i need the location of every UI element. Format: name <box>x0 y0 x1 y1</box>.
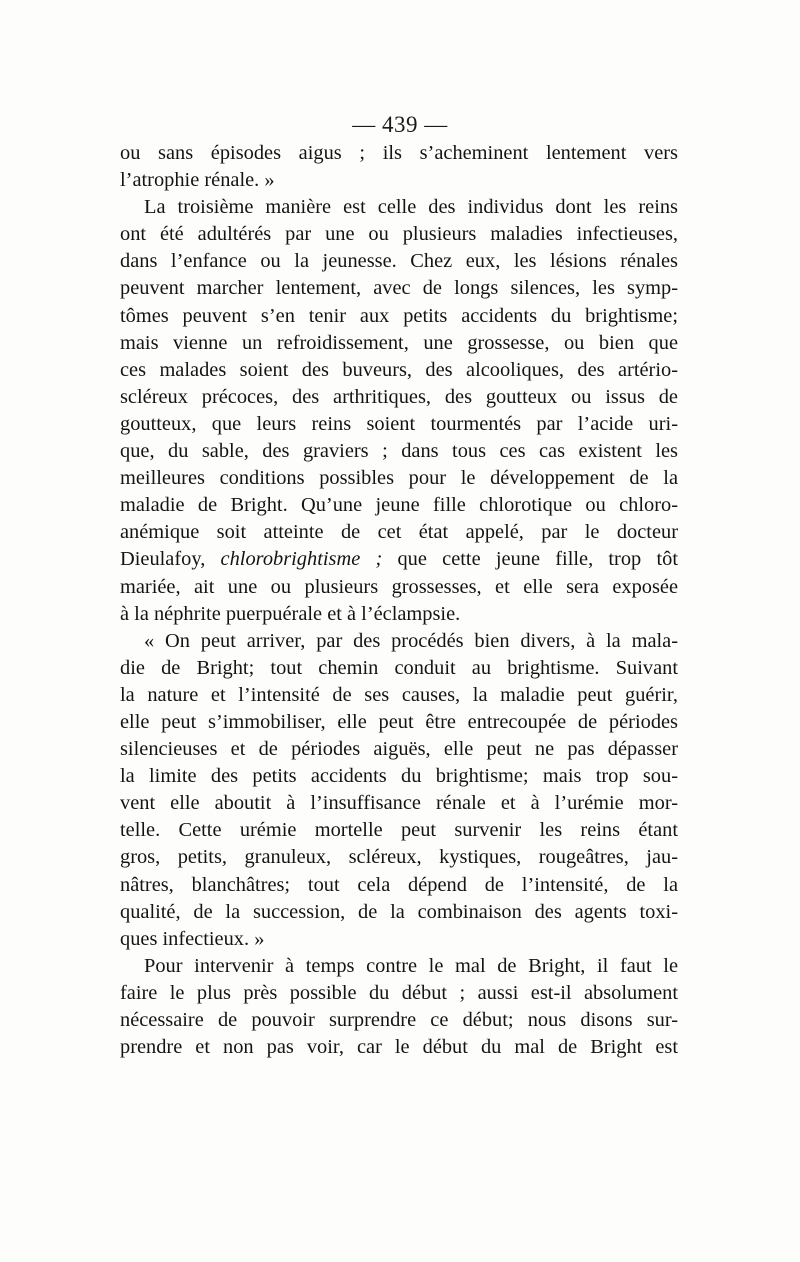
text-line: elle peut s’immobiliser, elle peut être entrecoupée de périodes <box>120 710 678 733</box>
text-line: mais vienne un refroidissement, une grossesse, ou bien que <box>120 331 678 354</box>
text-line: ont été adultérés par une ou plusieurs maladies infectieuses, <box>120 223 678 246</box>
text-line: anémique soit atteinte de cet état appelé, par le docteur <box>120 521 678 544</box>
text-line: scléreux précoces, des arthritiques, des goutteux ou issus de <box>120 385 678 408</box>
text-line: gros, petits, granuleux, scléreux, kystiques, rougeâtres, jau- <box>120 846 678 869</box>
text-fragment: que cette jeune fille, trop tôt <box>382 548 678 571</box>
text-line: ces malades soient des buveurs, des alcooliques, des artério- <box>120 358 678 381</box>
text-line: à la néphrite puerpuérale et à l’éclampsie. <box>120 602 461 625</box>
page-number: — 439 — <box>352 112 448 137</box>
text-line: peuvent marcher lentement, avec de longs silences, les symp- <box>120 277 678 300</box>
text-line: mariée, ait une ou plusieurs grossesses, et elle sera exposée <box>120 575 678 598</box>
text-line: dans l’enfance ou la jeunesse. Chez eux, les lésions rénales <box>120 250 678 273</box>
text-line: la limite des petits accidents du brightisme; mais trop sou- <box>120 765 678 788</box>
text-line: la nature et l’intensité de ses causes, la maladie peut guérir, <box>120 683 678 706</box>
text-line: maladie de Bright. Qu’une jeune fille chlorotique ou chloro- <box>120 494 678 517</box>
text-line: die de Bright; tout chemin conduit au brightisme. Suivant <box>120 656 678 679</box>
text-fragment: Dieulafoy, <box>120 548 221 571</box>
text-line: que, du sable, des graviers ; dans tous ces cas existent les <box>120 440 678 463</box>
text-line: meilleures conditions possibles pour le développement de la <box>120 467 678 490</box>
text-line: l’atrophie rénale. » <box>120 169 275 192</box>
italic-term: chlorobrightisme ; <box>220 548 383 571</box>
text-line: faire le plus près possible du début ; aussi est-il absolument <box>120 981 678 1004</box>
text-line: ques infectieux. » <box>120 927 265 950</box>
text-line: vent elle aboutit à l’insuffisance rénale et à l’urémie mor- <box>120 792 678 815</box>
text-line: qualité, de la succession, de la combinaison des agents toxi- <box>120 900 678 923</box>
text-line: goutteux, que leurs reins soient tourmentés par l’acide uri- <box>120 412 678 435</box>
text-line: nâtres, blanchâtres; tout cela dépend de l’intensité, de la <box>120 873 678 896</box>
text-line: « On peut arriver, par des procédés bien divers, à la mala- <box>144 629 678 652</box>
text-line: prendre et non pas voir, car le début du mal de Bright est <box>120 1036 678 1059</box>
text-line: Pour intervenir à temps contre le mal de Bright, il faut le <box>144 954 678 977</box>
text-line: La troisième manière est celle des individus dont les reins <box>144 196 678 219</box>
text-line: ou sans épisodes aigus ; ils s’acheminent lentement vers <box>120 142 678 164</box>
text-line: telle. Cette urémie mortelle peut survenir les reins étant <box>120 819 678 842</box>
text-line <box>120 546 678 573</box>
text-line: silencieuses et de périodes aiguës, elle peut ne pas dépasser <box>120 738 678 761</box>
body-text <box>120 140 678 1061</box>
text-line: tômes peuvent s’en tenir aux petits accidents du brightisme; <box>120 304 678 327</box>
text-line: nécessaire de pouvoir surprendre ce début; nous disons sur- <box>120 1009 678 1031</box>
